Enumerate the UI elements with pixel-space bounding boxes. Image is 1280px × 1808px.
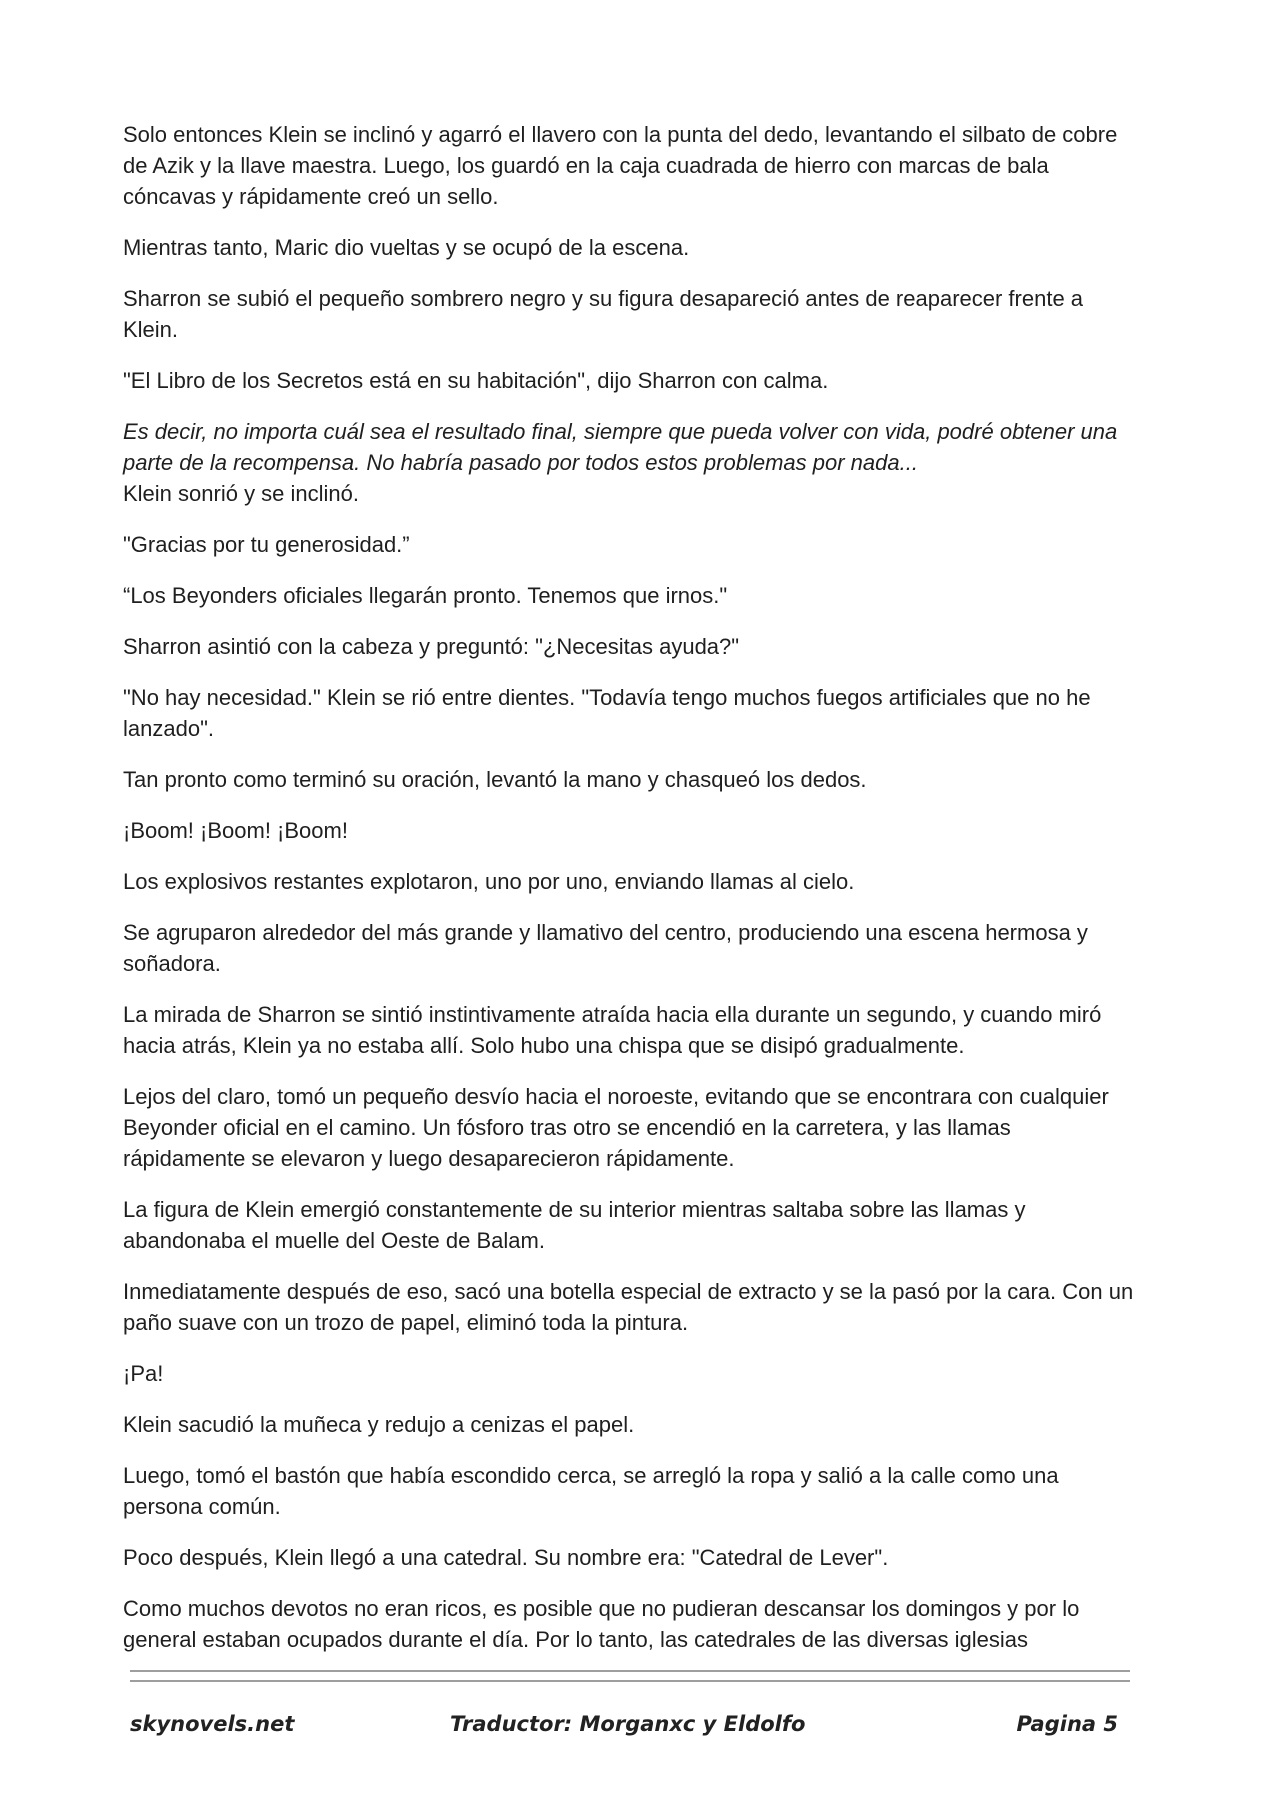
footer-divider-top [130,1670,1130,1672]
paragraph-2: Mientras tanto, Maric dio vueltas y se ocupó de la escena. [123,235,690,260]
paragraph-15: Lejos del claro, tomó un pequeño desvío hacia el noroeste, evitando que se encontrara con cualquier Beyonder oficial en el camino. Un fósforo tras otro se encendió en la carretera, y las llamas rápidamente se elevaron y luego desaparecieron rápidamente. [123,1084,1109,1171]
paragraph-22: Como muchos devotos no eran ricos, es posible que no pudieran descansar los domingos y por lo general estaban ocupados durante el día. Por lo tanto, las catedrales de las diversas iglesias [123,1596,1080,1652]
page-footer [130,1712,1130,1752]
footer-page-number: Pagina 5 [1016,1712,1118,1736]
paragraph-21: Poco después, Klein llegó a una catedral. Su nombre era: "Catedral de Lever". [123,1545,889,1570]
paragraph-1: Solo entonces Klein se inclinó y agarró el llavero con la punta del dedo, levantando el silbato de cobre de Azik y la llave maestra. Luego, los guardó en la caja cuadrada de hierro con marcas de bala cóncavas y rápidamente creó un sello. [123,122,1118,209]
paragraph-20: Luego, tomó el bastón que había escondido cerca, se arregló la ropa y salió a la calle como una persona común. [123,1463,1059,1519]
italic-thought: Es decir, no importa cuál sea el resultado final, siempre que pueda volver con vida, podré obtener una parte de la recompensa. No habría pasado por todos estos problemas por nada... [123,419,1118,475]
paragraph-14: La mirada de Sharron se sintió instintivamente atraída hacia ella durante un segundo, y cuando miró hacia atrás, Klein ya no estaba allí. Solo hubo una chispa que se disipó gradualmente. [123,1002,1102,1058]
paragraph-7: “Los Beyonders oficiales llegarán pronto. Tenemos que irnos." [123,583,728,608]
footer-divider-bottom [130,1680,1130,1682]
footer-translator: Traductor: Morganxc y Eldolfo [450,1712,806,1736]
paragraph-8: Sharron asintió con la cabeza y preguntó: "¿Necesitas ayuda?" [123,634,740,659]
paragraph-18: ¡Pa! [123,1361,164,1386]
paragraph-4: "El Libro de los Secretos está en su habitación", dijo Sharron con calma. [123,368,829,393]
paragraph-11: ¡Boom! ¡Boom! ¡Boom! [123,818,348,843]
paragraph-9: "No hay necesidad." Klein se rió entre dientes. "Todavía tengo muchos fuegos artificiales que no he lanzado". [123,685,1091,741]
paragraph-10: Tan pronto como terminó su oración, levantó la mano y chasqueó los dedos. [123,767,867,792]
paragraph-17: Inmediatamente después de eso, sacó una botella especial de extracto y se la pasó por la cara. Con un paño suave con un trozo de papel, eliminó toda la pintura. [123,1279,1134,1335]
paragraph-3: Sharron se subió el pequeño sombrero negro y su figura desapareció antes de reaparecer frente a Klein. [123,286,1084,342]
paragraph-5-tail: Klein sonrió y se inclinó. [123,481,360,506]
paragraph-13: Se agruparon alrededor del más grande y llamativo del centro, produciendo una escena hermosa y soñadora. [123,920,1088,976]
page-body [123,119,1139,1675]
paragraph-16: La figura de Klein emergió constantemente de su interior mientras saltaba sobre las llamas y abandonaba el muelle del Oeste de Balam. [123,1197,1026,1253]
paragraph-6: "Gracias por tu generosidad.” [123,532,410,557]
paragraph-19: Klein sacudió la muñeca y redujo a cenizas el papel. [123,1412,635,1437]
paragraph-12: Los explosivos restantes explotaron, uno por uno, enviando llamas al cielo. [123,869,855,894]
footer-site: skynovels.net [130,1712,295,1736]
paragraph-5 [123,416,1139,509]
